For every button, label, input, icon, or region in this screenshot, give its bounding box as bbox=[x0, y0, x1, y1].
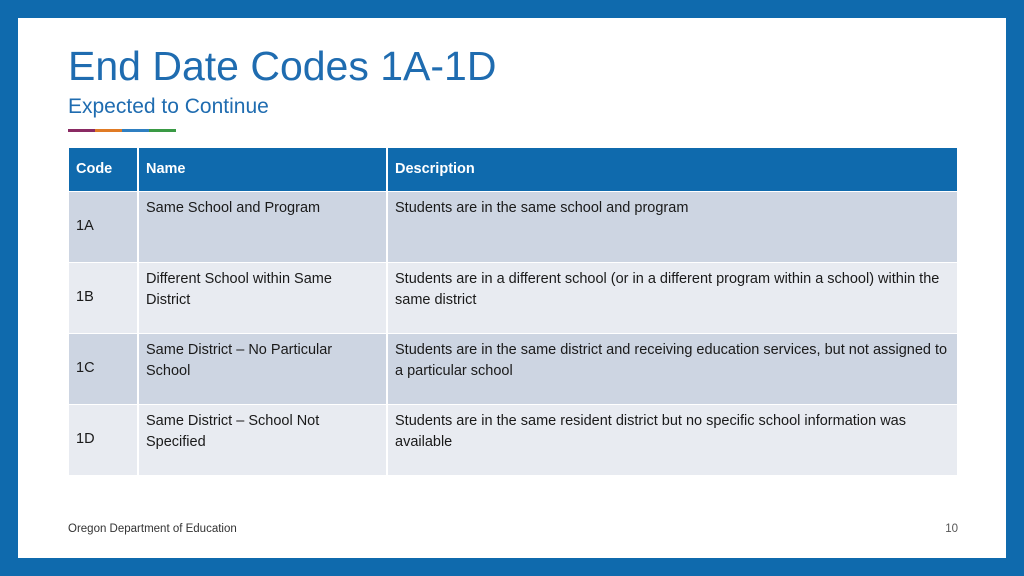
slide-subtitle: Expected to Continue bbox=[68, 95, 269, 118]
description-cell: Students are in the same district and receiving education services, but not assigned to a particular school bbox=[387, 333, 957, 404]
table-row bbox=[69, 191, 957, 262]
table-row bbox=[69, 404, 957, 475]
end-date-codes-table bbox=[69, 148, 957, 475]
column-header-name: Name bbox=[138, 148, 387, 191]
description-cell: Students are in the same school and program bbox=[387, 191, 957, 262]
description-cell: Students are in a different school (or in a different program within a school) within the same district bbox=[387, 262, 957, 333]
code-cell: 1B bbox=[69, 262, 138, 333]
table-row bbox=[69, 262, 957, 333]
code-cell: 1D bbox=[69, 404, 138, 475]
code-cell: 1C bbox=[69, 333, 138, 404]
column-header-description: Description bbox=[387, 148, 957, 191]
title-accent-bar bbox=[68, 129, 176, 132]
name-cell: Same School and Program bbox=[138, 191, 387, 262]
name-cell: Same District – No Particular School bbox=[138, 333, 387, 404]
accent-segment bbox=[95, 129, 122, 132]
description-cell: Students are in the same resident district but no specific school information was available bbox=[387, 404, 957, 475]
accent-segment bbox=[149, 129, 176, 132]
slide-title: End Date Codes 1A-1D bbox=[68, 43, 497, 89]
accent-segment bbox=[122, 129, 149, 132]
table-header-row bbox=[69, 148, 957, 191]
footer-organization: Oregon Department of Education bbox=[68, 523, 237, 535]
slide bbox=[18, 18, 1006, 558]
table-row bbox=[69, 333, 957, 404]
code-cell: 1A bbox=[69, 191, 138, 262]
accent-segment bbox=[68, 129, 95, 132]
page-number: 10 bbox=[945, 523, 958, 535]
name-cell: Same District – School Not Specified bbox=[138, 404, 387, 475]
name-cell: Different School within Same District bbox=[138, 262, 387, 333]
column-header-code: Code bbox=[69, 148, 138, 191]
